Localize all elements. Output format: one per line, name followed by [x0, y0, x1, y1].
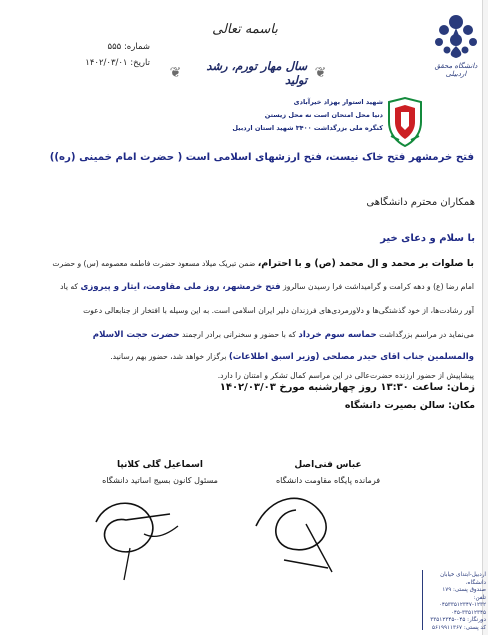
body-line-4-middle: که با حضور و سخنرانی برادر ارجمند [181, 330, 296, 339]
martyr-line-2: دنیا محل امتحان است نه محل زیستن [264, 111, 383, 119]
motto-ornament-icon: ❦ [169, 65, 182, 81]
year-motto-text: سال مهار تورم، رشد تولید [206, 59, 308, 87]
basij-logo-icon [385, 96, 425, 148]
signer-2-role: مسئول کانون بسیج اساتید دانشگاه [102, 476, 218, 485]
contact-line-4: ۰۴۵-۳۳۵۱۲۳۴۵ [450, 609, 486, 616]
body-line-5-suffix: برگزار خواهد شد، حضور بهم رسانید. [110, 352, 227, 361]
body-line-2-prefix: امام رضا (ع) و دهه کرامت و گرامیداشت فرا رسیدن سالروز [283, 282, 474, 291]
university-name: دانشگاه محقق اردبیلی [434, 62, 478, 78]
signer-1-name: عباس فنی‌اصل [294, 460, 362, 470]
body-line-1-prefix: با صلوات بر محمد و آل محمد (ص) و با احترام، [257, 258, 474, 269]
contact-line-6: کد پستی: ۵۶۱۹۹۱۱۳۶۷ [432, 624, 486, 631]
body-line-4 [18, 330, 474, 340]
body-line-1-suffix: ضمن تبریک میلاد مسعود حضرت فاطمه معصومه (س) و حضرت [52, 259, 256, 268]
martyr-line-1: شهید استوار بهزاد خیرآبادی [293, 98, 383, 106]
event-place: مکان: سالن بصیرت دانشگاه [344, 400, 475, 411]
martyr-line-3: کنگره ملی بزرگداشت ۳۴۰۰ شهید استان اردبیل [232, 124, 383, 132]
signature-stamp-icon [60, 474, 380, 584]
body-line-6: پیشاپیش از حضور ارزنده حضرت‌عالی در این مراسم کمال تشکر و امتنان را دارد. [217, 371, 474, 380]
body-line-4-highlight-1: حماسه سوم خرداد [298, 330, 377, 340]
contact-line-3: تلفن: ۱۲۳۲-۰۴۵۳۳۵۱۲۳۴۷ [438, 594, 486, 608]
page-edge [482, 0, 488, 635]
contact-line-2: صندوق پستی: ۱۷۹ [442, 587, 486, 593]
signer-2-name: اسماعیل گلی کلانپا [117, 460, 203, 470]
signer-1-role: فرمانده پایگاه مقاومت دانشگاه [275, 476, 381, 485]
number-label: شماره: [123, 42, 150, 52]
body-line-5 [18, 352, 474, 362]
letter-date [58, 58, 150, 68]
number-value: ۵۵۵ [107, 42, 122, 52]
bismillah-text: باسمه تعالی [212, 22, 278, 37]
greeting: با سلام و دعای خیر [380, 233, 475, 244]
body-line-2-highlight: فتح خرمشهر، روز ملی مقاومت، ایثار و پیروزی [80, 282, 281, 292]
body-line-1 [18, 258, 474, 269]
body-line-2 [18, 282, 474, 292]
title-quote: فتح خرمشهر فتح خاک نیست، فتح ارزشهای اسلامی است ( حضرت امام خمینی (ره)) [49, 152, 474, 163]
footer-contact [428, 572, 486, 632]
contact-line-5: دورنگار: ۰۴۵-۳۳۵۱۲۳۴۵ [430, 617, 486, 623]
body-line-4-highlight-2: حضرت حجت الاسلام [92, 330, 180, 340]
footer-divider [422, 570, 423, 630]
date-value: ۱۴۰۲/۰۳/۰۱ [85, 58, 128, 68]
letter-number [58, 42, 150, 52]
date-label: تاریخ: [130, 58, 150, 68]
body-line-2-suffix: که یاد [60, 282, 79, 291]
salutation: همکاران محترم دانشگاهی [366, 197, 475, 208]
body-line-4-prefix: می‌نماید در مراسم بزرگداشت [379, 330, 474, 339]
event-time: زمان: ساعت ۱۳:۳۰ روز چهارشنبه مورخ ۱۴۰۲/۰۳/۰۳ [219, 382, 475, 393]
motto-ornament-icon: ❦ [314, 65, 327, 81]
body-line-3: آور رشادت‌ها، از خود گذشتگی‌ها و دلاورمردی‌های فرزندان دلیر ایران اسلامی است. به این وسیله با افتخار از جنابعالی دعوت [83, 306, 474, 315]
contact-line-1: اردبیل-ابتدای خیابان دانشگاه، [440, 572, 486, 586]
year-motto [168, 59, 328, 87]
body-line-5-highlight: والمسلمین جناب آقای حیدر مصلحی (وزیر اسبق اطلاعات) [228, 352, 474, 362]
